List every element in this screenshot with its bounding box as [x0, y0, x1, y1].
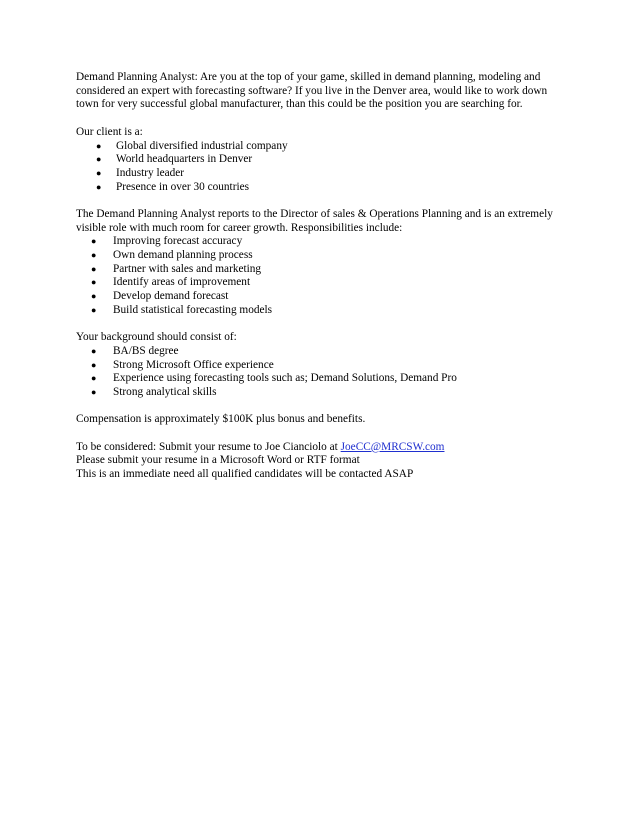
background-list [76, 345, 576, 400]
intro-line-2: considered an expert with forecasting software? If you live in the Denver area, would like to work down [76, 84, 548, 97]
contact-prefix: To be considered: Submit your resume to Joe Cianciolo at [76, 440, 341, 453]
list-item [76, 263, 576, 277]
role-line-1: The Demand Planning Analyst reports to the Director of sales & Operations Planning and is an extremely [76, 207, 553, 220]
list-item [76, 386, 576, 400]
bullet-icon: ● [91, 277, 97, 288]
list-item-text: Strong analytical skills [113, 385, 217, 398]
list-item [76, 290, 576, 304]
list-item-text: Global diversified industrial company [116, 139, 288, 152]
bullet-icon: ● [91, 304, 97, 315]
bullet-icon: ● [91, 386, 97, 397]
list-item [76, 235, 576, 249]
compensation-text: Compensation is approximately $100K plus bonus and benefits. [76, 413, 366, 426]
list-item-text: World headquarters in Denver [116, 153, 253, 166]
list-item-text: Improving forecast accuracy [113, 235, 243, 248]
responsibilities-list [76, 235, 576, 317]
list-item [76, 167, 576, 181]
bullet-icon: ● [91, 236, 97, 247]
list-item [76, 372, 576, 386]
list-item [76, 249, 576, 263]
client-list [76, 140, 576, 195]
bullet-icon: ● [91, 373, 97, 384]
list-item [76, 276, 576, 290]
list-item [76, 153, 576, 167]
list-item-text: Develop demand forecast [113, 290, 229, 303]
list-item-text: Build statistical forecasting models [113, 303, 273, 316]
list-item-text: Identify areas of improvement [113, 276, 251, 289]
contact-line-2: Please submit your resume in a Microsoft Word or RTF format [76, 454, 360, 467]
bullet-icon: ● [91, 359, 97, 370]
list-item [76, 140, 576, 154]
list-item [76, 181, 576, 195]
bullet-icon: ● [96, 140, 102, 151]
contact-line-3: This is an immediate need all qualified candidates will be contacted ASAP [76, 468, 414, 481]
list-item-text: BA/BS degree [113, 344, 179, 357]
intro-line-3: town for very successful global manufacturer, than this could be the position you are searching for. [76, 98, 523, 111]
email-link[interactable]: JoeCC@MRCSW.com [340, 440, 445, 453]
bullet-icon: ● [91, 291, 97, 302]
list-item-text: Presence in over 30 countries [116, 180, 250, 193]
contact-line-1 [76, 441, 576, 455]
bullet-icon: ● [91, 250, 97, 261]
list-item-text: Partner with sales and marketing [113, 262, 262, 275]
list-item-text: Own demand planning process [113, 249, 253, 262]
bullet-icon: ● [91, 345, 97, 356]
bullet-icon: ● [96, 154, 102, 165]
list-item [76, 345, 576, 359]
document-page [76, 71, 576, 482]
list-item [76, 304, 576, 318]
intro-line-1: Demand Planning Analyst: Are you at the top of your game, skilled in demand planning, modeling and [76, 71, 541, 83]
list-item [76, 359, 576, 373]
bullet-icon: ● [96, 181, 102, 192]
client-heading: Our client is a: [76, 125, 143, 138]
bullet-icon: ● [96, 167, 102, 178]
list-item-text: Strong Microsoft Office experience [113, 358, 274, 371]
list-item-text: Experience using forecasting tools such as; Demand Solutions, Demand Pro [113, 372, 457, 385]
background-heading: Your background should consist of: [76, 331, 237, 344]
role-line-2: visible role with much room for career growth. Responsibilities include: [76, 221, 403, 234]
bullet-icon: ● [91, 263, 97, 274]
list-item-text: Industry leader [116, 166, 185, 179]
